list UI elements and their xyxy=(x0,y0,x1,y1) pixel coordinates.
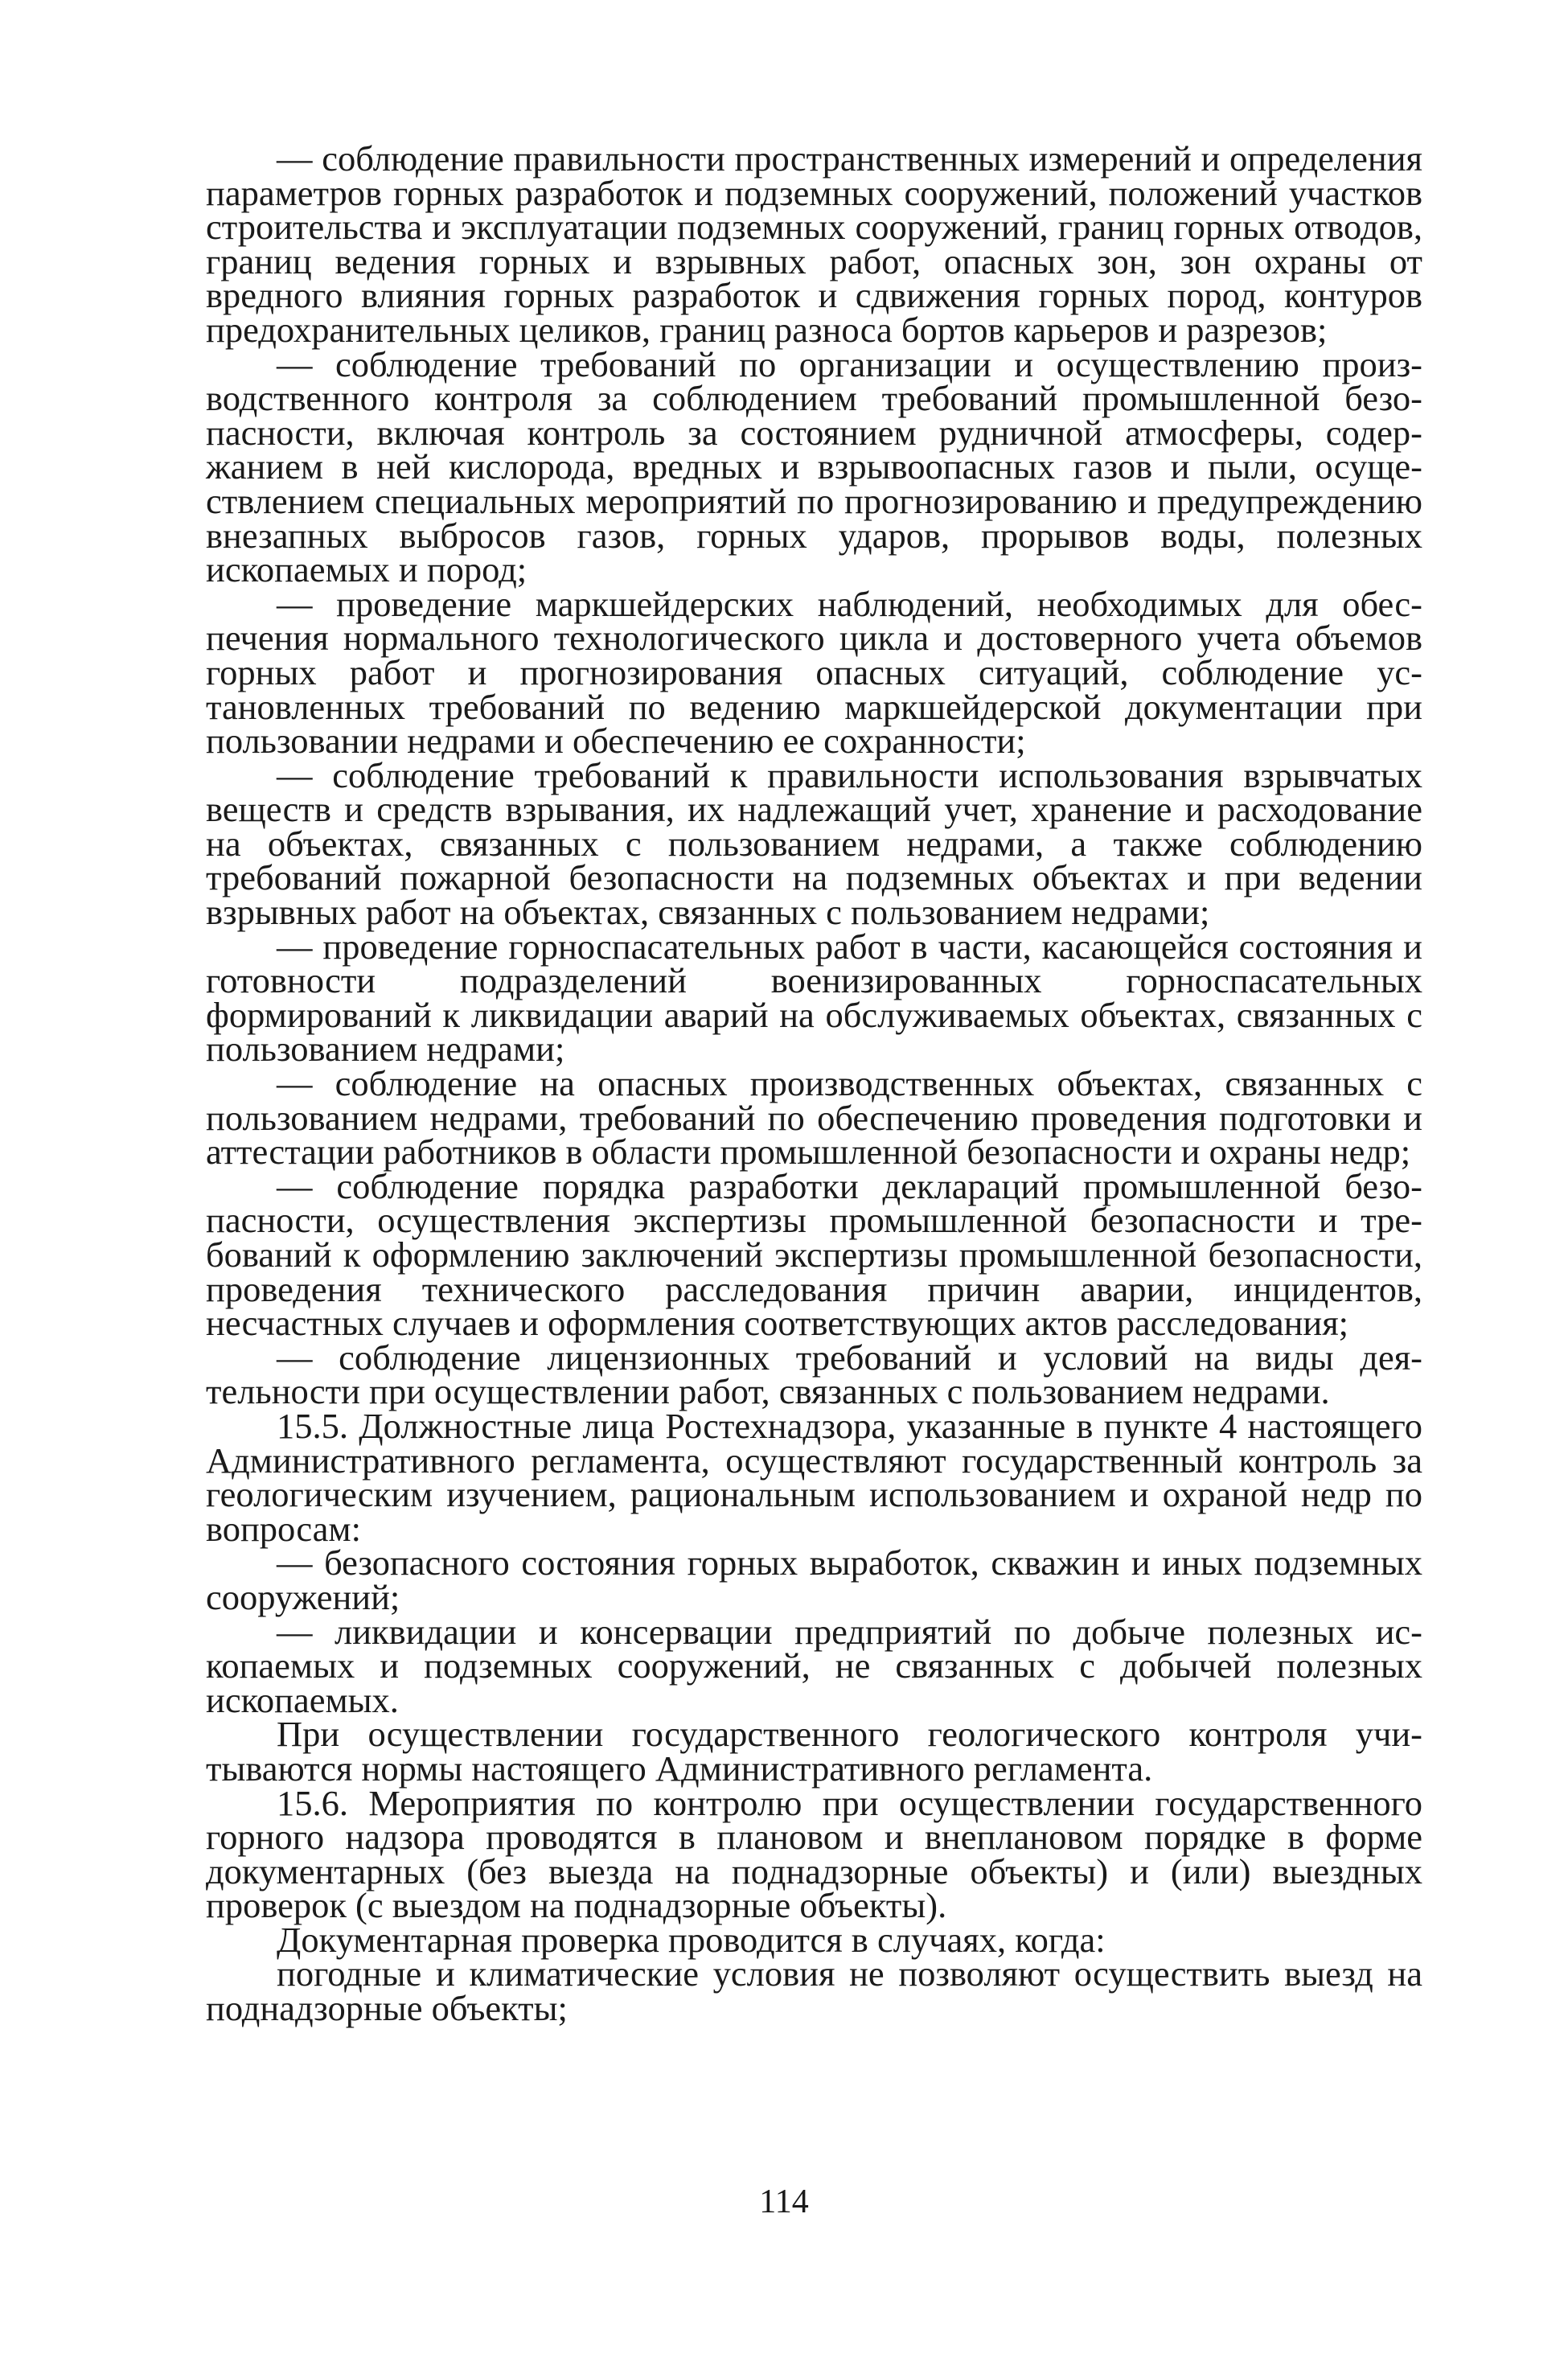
paragraph: — соблюдение требований к правильности использования взрывчатых веществ и средств взрывания, их надлежащий учет, хранение и расходование на объектах, связанных с пользованием недрами, а также соблюдению требований пожарной безопасности на подземных объектах и при ведении взрывных работ на объектах, связанных с пользованием недрами; xyxy=(206,754,1422,933)
paragraph: погодные и климатические условия не позволяют осуществить выезд на поднадзорные объекты; xyxy=(206,1953,1422,2029)
page-number: 114 xyxy=(759,2183,809,2220)
paragraph: — соблюдение требований по организации и осуществлению производственного контроля за соблюдением требований промышленной безопасности, включая контроль за состоянием рудничной атмосферы, содержанием в ней кислорода, вредных и взрывоопасных газов и пыли, осуществлением специальных мероприятий по прогнозированию и предупреждению внезапных выбросов газов, горных ударов, прорывов воды, полезных ископаемых и пород; xyxy=(206,343,1422,590)
paragraph: — безопасного состояния горных выработок, скважин и иных подземных сооружений; xyxy=(206,1542,1422,1617)
paragraph: 15.6. Мероприятия по контролю при осуществлении государственного горного надзора проводятся в плановом и внеплановом порядке в форме документарных (без выезда на поднадзорные объекты) и (или) выездных проверок (с выездом на поднадзорные объекты). xyxy=(206,1782,1422,1926)
paragraph: При осуществлении государственного геологического контроля учитываются нормы настоящего Административного регламента. xyxy=(206,1714,1422,1789)
paragraph: Документарная проверка проводится в случаях, когда: xyxy=(277,1919,1106,1960)
paragraph: — соблюдение на опасных производственных объектах, связанных с пользованием недрами, требований по обеспечению проведения подготовки и аттестации работников в области промышленной безопасности и охраны недр; xyxy=(206,1063,1422,1173)
paragraph: — ликвидации и консервации предприятий по добыче полезных ископаемых и подземных сооружений, не связанных с добычей полезных ископаемых. xyxy=(206,1611,1422,1720)
paragraph: — проведение маркшейдерских наблюдений, необходимых для обеспечения нормального технологического цикла и достоверного учета объемов горных работ и прогнозирования опасных ситуаций, соблюдение установленных требований по ведению маркшейдерской документации при пользовании недрами и обеспечению ее сохранности; xyxy=(206,583,1422,762)
paragraph: — соблюдение порядка разработки деклараций промышленной безопасности, осуществления экспертизы промышленной безопасности и требований к оформлению заключений экспертизы промышленной безопасности, проведения технического расследования причин аварии, инцидентов, несчастных случаев и оформления соответствующих актов расследования; xyxy=(206,1165,1422,1344)
paragraph: — соблюдение правильности пространственных измерений и определения параметров горных разработок и подземных сооружений, положений участков строительства и эксплуатации подземных сооружений, границ горных отводов, границ ведения горных и взрывных работ, опасных зон, зон охраны от вредного влияния горных разработок и сдвижения горных пород, контуров предохранительных целиков, границ разноса бортов карьеров и разрезов; xyxy=(206,138,1422,350)
paragraph: — проведение горноспасательных работ в части, касающейся состояния и готовности подразделений военизированных горноспасательных формирований к ликвидации аварий на обслуживаемых объектах, связанных с пользованием недрами; xyxy=(206,926,1422,1070)
paragraph: — соблюдение лицензионных требований и условий на виды деятельности при осуществлении работ, связанных с пользованием недрами. xyxy=(206,1337,1422,1412)
paragraph: 15.5. Должностные лица Ростехнадзора, указанные в пункте 4 настоящего Административного регламента, осуществляют государственный контроль за геологическим изучением, рациональным использованием и охраной недр по вопросам: xyxy=(206,1405,1422,1549)
document-body xyxy=(206,138,1422,2029)
